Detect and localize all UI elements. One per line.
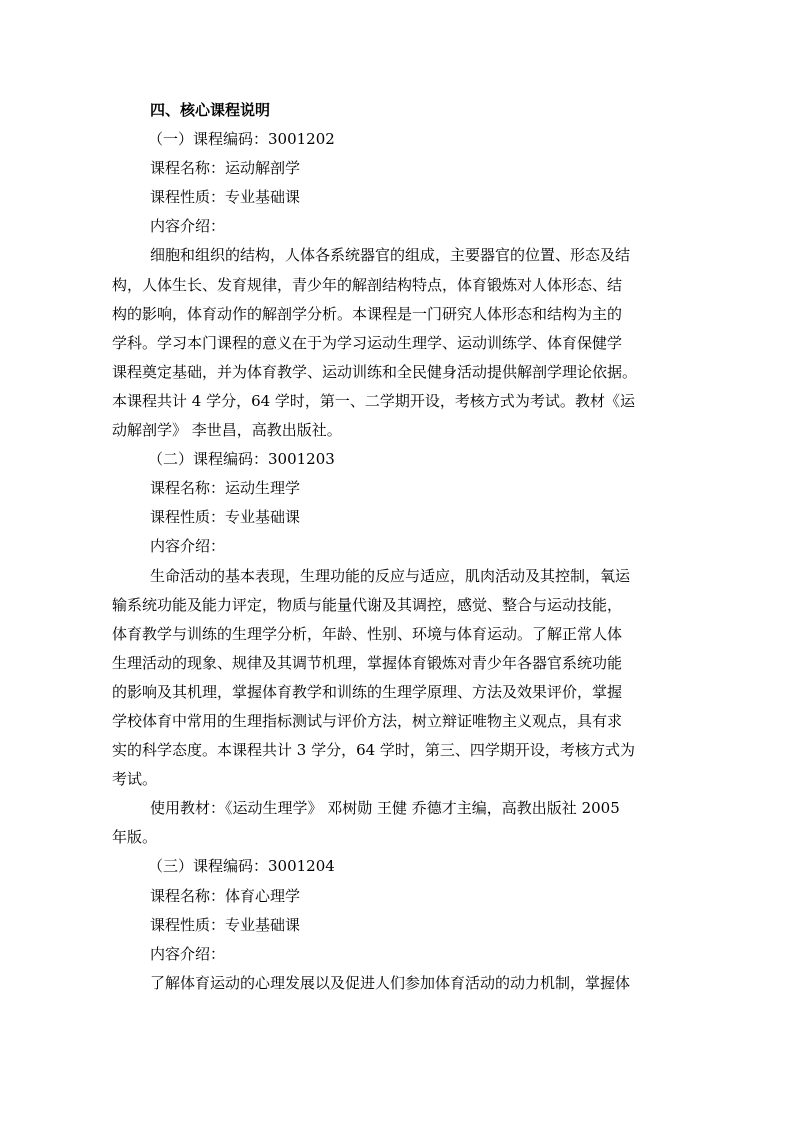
paragraph-line: 学科。学习本门课程的意义在于为学习运动生理学、运动训练学、体育保健学 xyxy=(112,333,623,352)
course-code: （二）课程编码：3001203 xyxy=(148,450,335,469)
intro-label: 内容介绍： xyxy=(150,537,226,556)
course-code: （三）课程编码：3001204 xyxy=(148,857,335,876)
course-block xyxy=(112,125,684,445)
page-content xyxy=(112,96,684,998)
course-name: 课程名称：体育心理学 xyxy=(150,886,301,905)
intro-paragraph xyxy=(112,969,684,998)
course-nature: 课程性质：专业基础课 xyxy=(150,188,301,207)
paragraph-line: 本课程共计 4 学分，64 学时，第一、二学期开设，考核方式为考试。教材《运 xyxy=(112,391,635,410)
textbook-paragraph xyxy=(112,794,684,852)
paragraph-line: 构，人体生长、发育规律，青少年的解剖结构特点，体育锻炼对人体形态、结 xyxy=(112,275,623,294)
paragraph-line: 的影响及其机理，掌握体育教学和训练的生理学原理、方法及效果评价，掌握 xyxy=(112,682,623,701)
paragraph-line: 了解体育运动的心理发展以及促进人们参加体育活动的动力机制，掌握体 xyxy=(150,973,631,992)
paragraph-line: 使用教材：《运动生理学》 邓树勋 王健 乔德才主编，高教出版社 2005 xyxy=(150,799,620,818)
paragraph-line: 课程奠定基础，并为体育教学、运动训练和全民健身活动提供解剖学理论依据。 xyxy=(112,362,638,381)
paragraph-line: 构的影响，体育动作的解剖学分析。本课程是一门研究人体形态和结构为主的 xyxy=(112,304,623,323)
course-name: 课程名称：运动生理学 xyxy=(150,479,301,498)
paragraph-line: 生理活动的现象、规律及其调节机理，掌握体育锻炼对青少年各器官系统功能 xyxy=(112,653,623,672)
intro-label: 内容介绍： xyxy=(150,217,226,236)
course-nature: 课程性质：专业基础课 xyxy=(150,508,301,527)
course-name: 课程名称：运动解剖学 xyxy=(150,159,301,178)
course-block xyxy=(112,445,684,852)
course-block xyxy=(112,852,684,997)
course-nature: 课程性质：专业基础课 xyxy=(150,915,301,934)
paragraph-line: 生命活动的基本表现，生理功能的反应与适应，肌肉活动及其控制，氧运 xyxy=(150,566,631,585)
paragraph-line: 细胞和组织的结构，人体各系统器官的组成，主要器官的位置、形态及结 xyxy=(150,246,631,265)
paragraph-line: 实的科学态度。本课程共计 3 学分，64 学时，第三、四学期开设，考核方式为 xyxy=(112,741,635,760)
intro-paragraph xyxy=(112,562,684,795)
paragraph-line: 学校体育中常用的生理指标测试与评价方法，树立辩证唯物主义观点，具有求 xyxy=(112,711,623,730)
intro-paragraph xyxy=(112,241,684,445)
paragraph-line: 体育教学与训练的生理学分析，年龄、性别、环境与体育运动。了解正常人体 xyxy=(112,624,623,643)
paragraph-line: 考试。 xyxy=(112,770,158,789)
paragraph-line: 动解剖学》 李世昌，高教出版社。 xyxy=(112,421,342,440)
intro-label: 内容介绍： xyxy=(150,944,226,963)
paragraph-line: 年版。 xyxy=(112,828,158,847)
section-heading: 四、核心课程说明 xyxy=(150,101,271,119)
paragraph-line: 输系统功能及能力评定，物质与能量代谢及其调控，感觉、整合与运动技能， xyxy=(112,595,623,614)
course-code: （一）课程编码：3001202 xyxy=(148,130,335,149)
